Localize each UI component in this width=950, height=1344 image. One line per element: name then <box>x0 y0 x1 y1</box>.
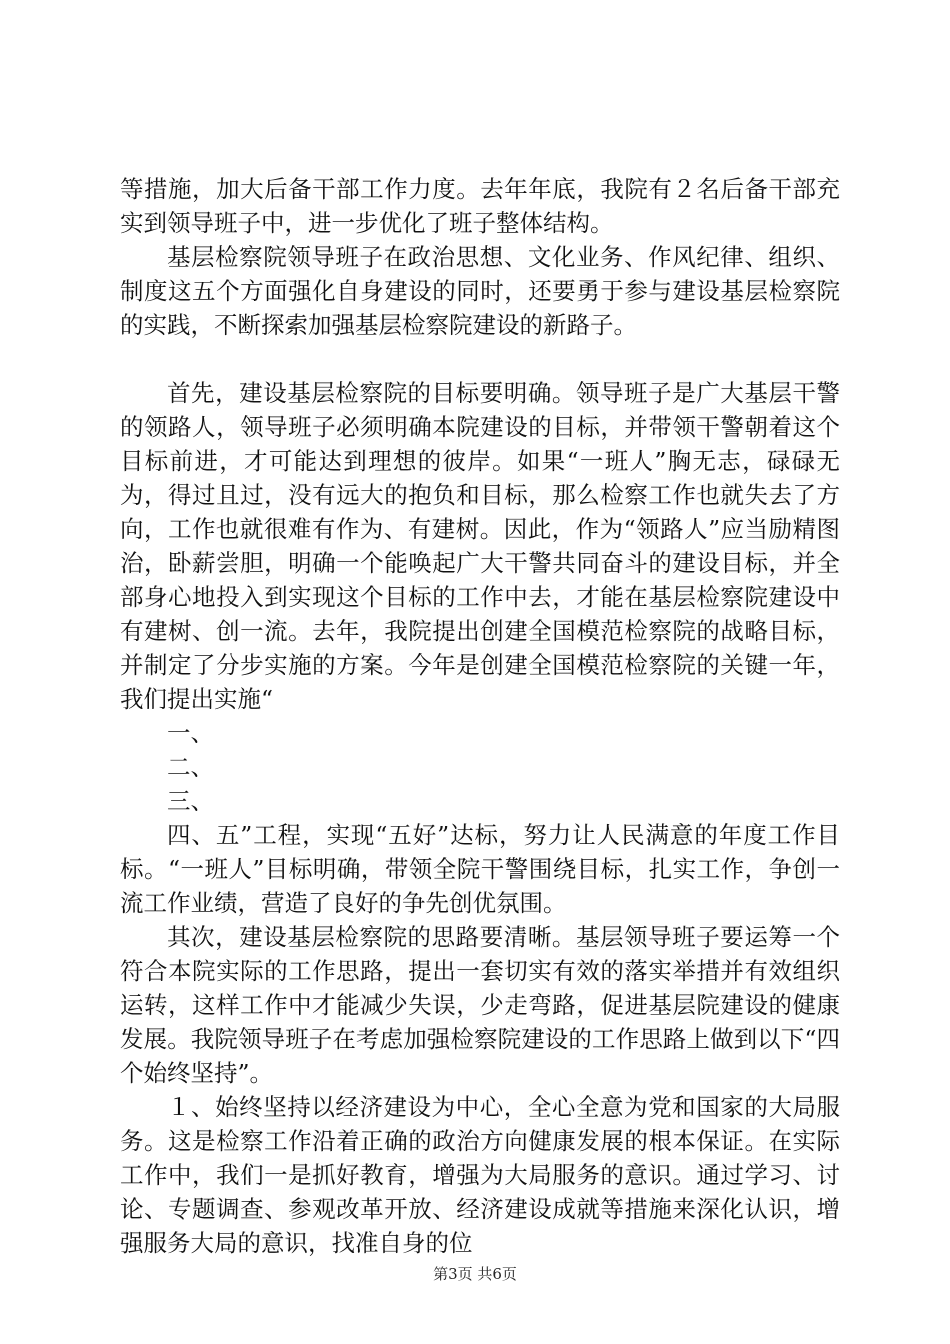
page-footer: 第3页 共6页 <box>433 1265 517 1283</box>
paragraph: 其次，建设基层检察院的思路要清晰。基层领导班子要运筹一个符合本院实际的工作思路，提出一套切实有效的落实举措并有效组织运转，这样工作中才能减少失误，少走弯路，促进基层院建设的健康发展。我院领导班子在考虑加强检察院建设的工作思路上做到以下“四个始终坚持”。 <box>120 923 840 1087</box>
list-item: 二、 <box>167 753 214 781</box>
list-item: 三、 <box>167 787 214 815</box>
paragraph: １、始终坚持以经济建设为中心，全心全意为党和国家的大局服务。这是检察工作沿着正确的政治方向健康发展的根本保证。在实际工作中，我们一是抓好教育，增强为大局服务的意识。通过学习、讨论、专题调查、参观改革开放、经济建设成就等措施来深化认识，增强服务大局的意识，找准自身的位 <box>120 1093 840 1257</box>
paragraph: 基层检察院领导班子在政治思想、文化业务、作风纪律、组织、制度这五个方面强化自身建设的同时，还要勇于参与建设基层检察院的实践，不断探索加强基层检察院建设的新路子。 <box>120 243 840 339</box>
paragraph: 首先，建设基层检察院的目标要明确。领导班子是广大基层干警的领路人，领导班子必须明确本院建设的目标，并带领干警朝着这个目标前进，才可能达到理想的彼岸。如果“一班人”胸无志，碌碌无为，得过且过，没有远大的抱负和目标，那么检察工作也就失去了方向，工作也就很难有作为、有建树。因此，作为“领路人”应当励精图治，卧薪尝胆，明确一个能唤起广大干警共同奋斗的建设目标，并全部身心地投入到实现这个目标的工作中去，才能在基层检察院建设中有建树、创一流。去年，我院提出创建全国模范检察院的战略目标，并制定了分步实施的方案。今年是创建全国模范检察院的关键一年，我们提出实施“ <box>120 379 840 713</box>
document-body <box>120 172 840 1260</box>
paragraph: 四、五”工程，实现“五好”达标，努力让人民满意的年度工作目标。“一班人”目标明确，带领全院干警围绕目标，扎实工作，争创一流工作业绩，营造了良好的争先创优氛围。 <box>120 821 840 917</box>
list-item: 一、 <box>167 719 214 747</box>
paragraph-continuation: 等措施，加大后备干部工作力度。去年年底，我院有２名后备干部充实到领导班子中，进一步优化了班子整体结构。 <box>120 175 840 237</box>
